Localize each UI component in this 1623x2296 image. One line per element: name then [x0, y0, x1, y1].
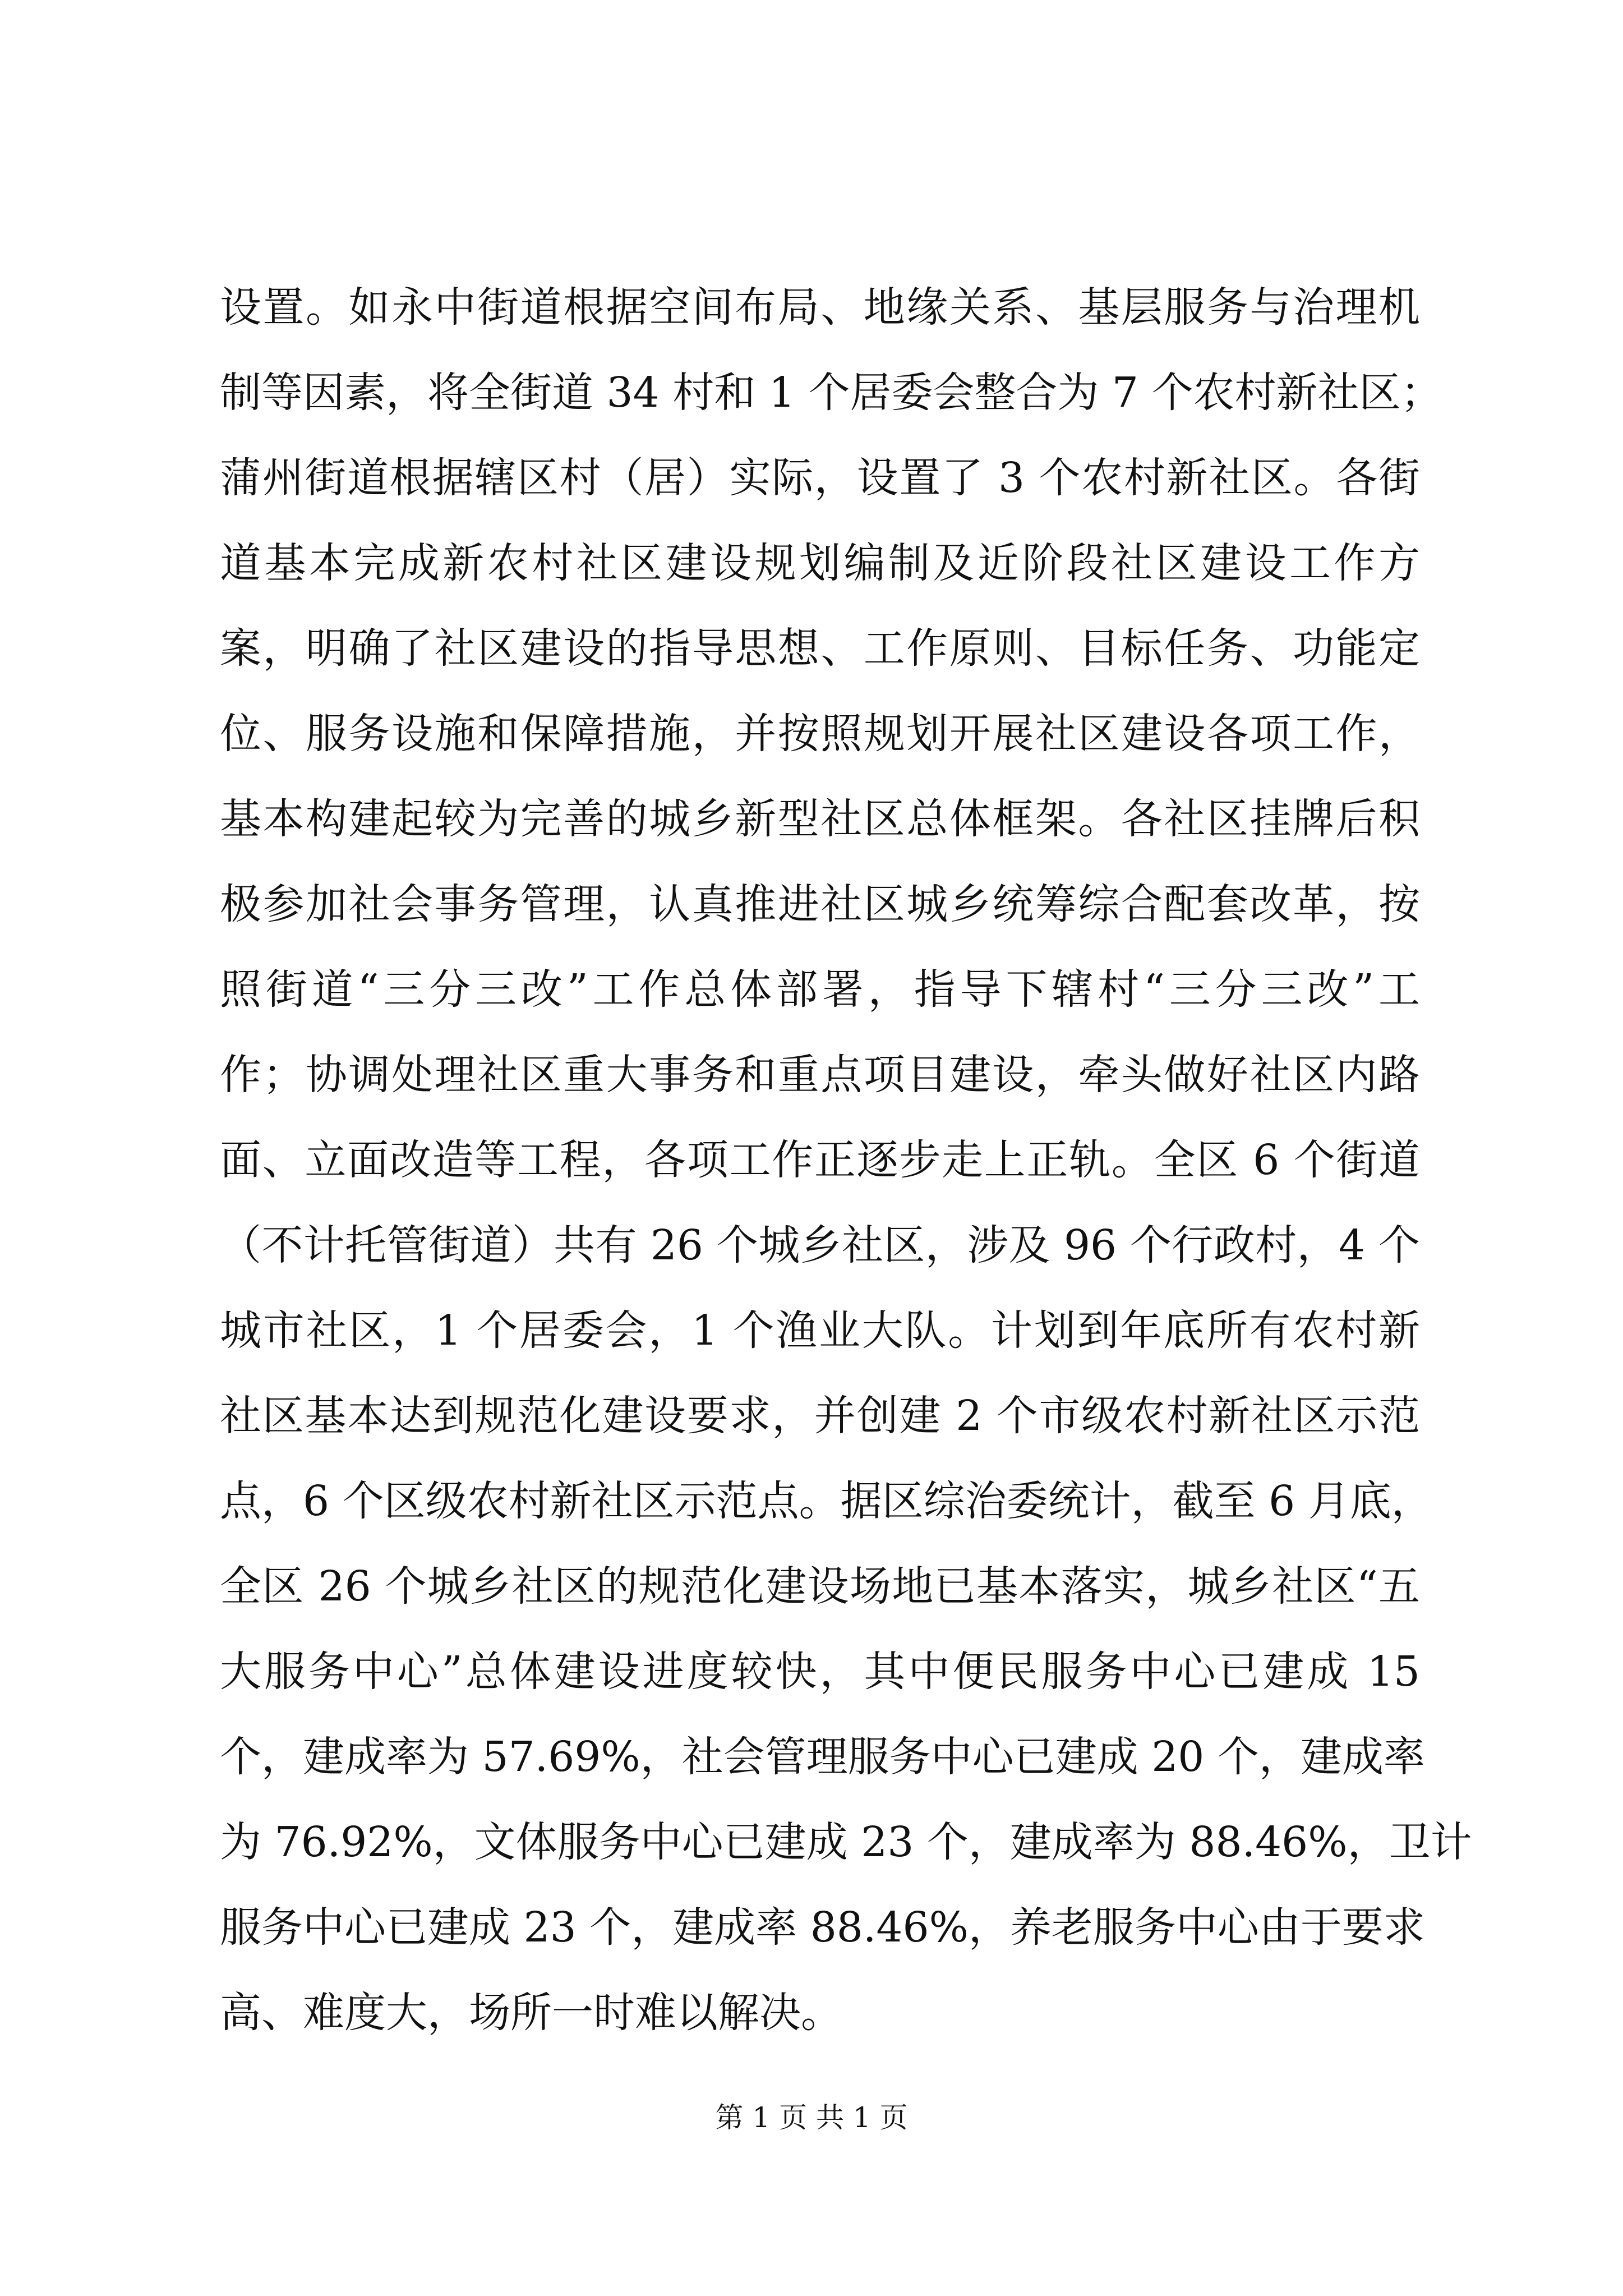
- text-line: 服务中心已建成 23 个，建成率 88.46%，养老服务中心由于要求: [220, 1903, 1425, 1952]
- text-line-last: 高、难度大，场所一时难以解决。: [220, 1989, 842, 2037]
- text-line: 制等因素，将全街道 34 村和 1 个居委会整合为 7 个农村新社区；: [220, 369, 1442, 417]
- text-line: 为 76.92%，文体服务中心已建成 23 个，建成率为 88.46%，卫计: [220, 1818, 1472, 1866]
- body-paragraph: [220, 265, 1472, 2055]
- text-line: 全区 26 个城乡社区的规范化建设场地已基本落实，城乡社区“五: [220, 1562, 1420, 1611]
- text-line: 设置。如永中街道根据空间布局、地缘关系、基层服务与治理机: [220, 283, 1420, 332]
- text-line: 面、立面改造等工程，各项工作正逐步走上正轨。全区 6 个街道: [220, 1136, 1420, 1184]
- text-line: 城市社区，1 个居委会，1 个渔业大队。计划到年底所有农村新: [220, 1306, 1420, 1355]
- text-line: 点，6 个区级农村新社区示范点。据区综治委统计，截至 6 月底，: [220, 1477, 1433, 1525]
- text-line: （不计托管街道）共有 26 个城乡社区，涉及 96 个行政村，4 个: [220, 1221, 1420, 1269]
- text-line: 社区基本达到规范化建设要求，并创建 2 个市级农村新社区示范: [220, 1392, 1420, 1440]
- text-line: 蒲州街道根据辖区村（居）实际，设置了 3 个农村新社区。各街: [220, 454, 1420, 502]
- text-line: 作；协调处理社区重大事务和重点项目建设，牵头做好社区内路: [220, 1051, 1420, 1099]
- text-line: 道基本完成新农村社区建设规划编制及近阶段社区建设工作方: [220, 539, 1420, 587]
- text-line: 案，明确了社区建设的指导思想、工作原则、目标任务、功能定: [220, 624, 1420, 673]
- text-line: 极参加社会事务管理，认真推进社区城乡统筹综合配套改革，按: [220, 880, 1420, 928]
- text-line: 大服务中心”总体建设进度较快，其中便民服务中心已建成 15: [220, 1648, 1420, 1696]
- text-line: 基本构建起较为完善的城乡新型社区总体框架。各社区挂牌后积: [220, 795, 1420, 843]
- text-line: 位、服务设施和保障措施，并按照规划开展社区建设各项工作，: [220, 710, 1420, 758]
- text-line: 个，建成率为 57.69%，社会管理服务中心已建成 20 个，建成率: [220, 1733, 1425, 1781]
- text-line: 照街道“三分三改”工作总体部署，指导下辖村“三分三改”工: [220, 965, 1420, 1014]
- page-number-footer: 第 1 页 共 1 页: [715, 2101, 908, 2134]
